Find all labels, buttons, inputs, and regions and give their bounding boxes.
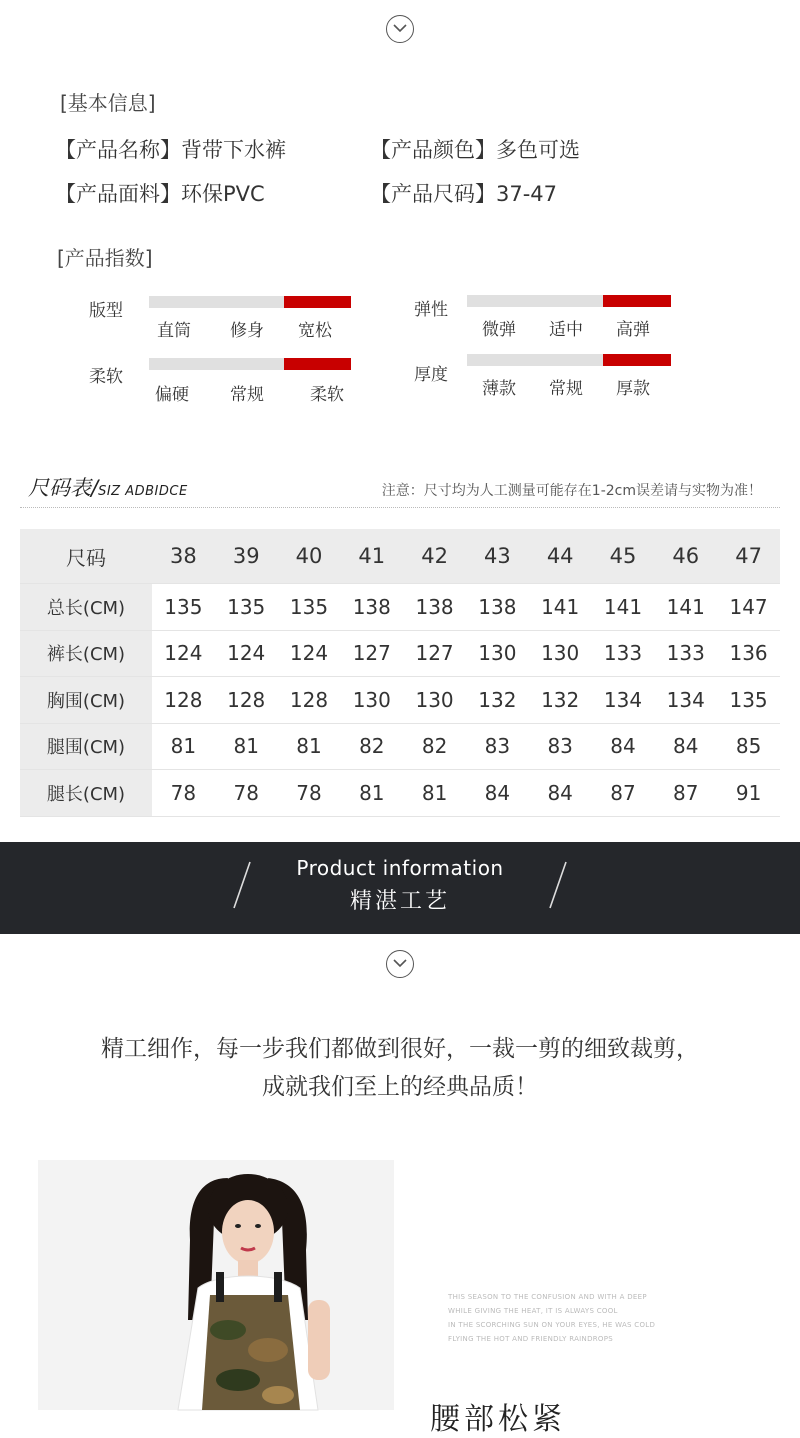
table-cell: 141: [666, 594, 705, 619]
index-bar-fill: [284, 358, 351, 370]
table-cell: 135: [164, 594, 203, 619]
index-bar-fill: [603, 295, 671, 307]
model-illustration: [38, 1160, 394, 1410]
scroll-down-icon: [386, 15, 414, 43]
row-label: 总长(CM): [20, 584, 152, 630]
index-label: 柔软: [89, 367, 123, 387]
index-option: 适中: [549, 320, 583, 340]
divider: [20, 507, 780, 508]
size-chart-title: [28, 472, 188, 502]
table-cell: 130: [352, 687, 391, 712]
index-option: 修身: [230, 321, 264, 341]
table-cell: 83: [547, 734, 573, 759]
index-label: 弹性: [414, 300, 448, 320]
size-chart-title-text: 尺码表/: [28, 476, 99, 500]
table-cell: 138: [415, 594, 454, 619]
table-cell: 84: [673, 734, 699, 759]
row-label: 裤长(CM): [20, 631, 152, 677]
table-header-row: [20, 529, 780, 584]
banner-english-title: Product information: [296, 856, 504, 880]
table-header-cells: [152, 529, 780, 583]
index-option: 柔软: [310, 385, 344, 405]
size-header-cell: 40: [295, 544, 323, 568]
table-cell: 81: [170, 734, 197, 759]
product-name: 【产品名称】背带下水裤: [55, 138, 286, 162]
size-header-cell: 42: [421, 544, 448, 568]
feature-title: 腰部松紧: [430, 1402, 566, 1437]
size-header-cell: 43: [484, 544, 511, 568]
index-bar: [467, 295, 671, 307]
table-row: [20, 677, 780, 724]
table-cell: 82: [359, 734, 385, 759]
feature-english-line: WHILE GIVING THE HEAT, IT IS ALWAYS COOL: [448, 1307, 618, 1315]
basic-info-heading: [基本信息]: [60, 91, 156, 115]
table-cell: 78: [233, 780, 259, 805]
product-size: 【产品尺码】37-47: [370, 182, 558, 206]
row-cells: [152, 724, 780, 770]
feature-english-line: IN THE SCORCHING SUN ON YOUR EYES, HE WAS COLD: [448, 1321, 656, 1329]
index-group-fit: [89, 296, 359, 356]
table-cell: 130: [541, 641, 580, 666]
table-cell: 83: [484, 734, 511, 759]
table-cell: 85: [735, 734, 762, 759]
index-option: 宽松: [298, 321, 332, 341]
table-cell: 134: [603, 687, 643, 712]
table-cell: 135: [289, 594, 329, 619]
table-cell: 133: [603, 641, 643, 666]
table-cell: 135: [729, 687, 768, 712]
table-cell: 136: [729, 641, 768, 666]
table-cell: 124: [227, 641, 266, 666]
table-cell: 138: [352, 594, 391, 619]
table-cell: 133: [666, 641, 705, 666]
size-header-cell: 44: [546, 544, 574, 568]
table-cell: 147: [729, 594, 768, 619]
index-option: 偏硬: [155, 385, 189, 405]
table-cell: 81: [359, 780, 385, 805]
index-label: 厚度: [414, 365, 448, 385]
feature-english-line: FLYING THE HOT AND FRIENDLY RAINDROPS: [448, 1335, 613, 1343]
row-label: 腿围(CM): [20, 724, 152, 770]
table-row: [20, 584, 780, 631]
index-option: 薄款: [482, 379, 516, 399]
size-header-cell: 38: [170, 544, 197, 568]
table-cell: 124: [164, 641, 203, 666]
size-header-cell: 39: [232, 544, 260, 568]
table-body: [20, 584, 780, 817]
table-cell: 141: [541, 594, 580, 619]
index-bar-fill: [603, 354, 671, 366]
size-header-cell: 41: [358, 544, 386, 568]
table-cell: 81: [233, 734, 259, 759]
index-bar: [149, 358, 351, 370]
index-bar: [467, 354, 671, 366]
table-cell: 132: [541, 687, 580, 712]
size-chart-subtitle: SIZ ADBIDCE: [98, 484, 188, 499]
index-option: 微弹: [482, 320, 516, 340]
table-cell: 91: [735, 780, 762, 805]
index-option: 高弹: [616, 320, 650, 340]
feature-english-line: THIS SEASON TO THE CONFUSION AND WITH A DEEP: [448, 1293, 647, 1301]
row-cells: [152, 677, 780, 723]
table-cell: 127: [415, 641, 454, 666]
table-cell: 87: [673, 780, 699, 805]
index-bar: [149, 296, 351, 308]
row-cells: [152, 631, 780, 677]
product-index-heading: [产品指数]: [57, 246, 153, 270]
craft-description-line2: 成就我们至上的经典品质！: [262, 1074, 538, 1100]
row-cells: [152, 770, 780, 816]
size-header-cell: 47: [735, 544, 762, 568]
table-cell: 130: [478, 641, 517, 666]
size-chart-note: 注意：尺寸均为人工测量可能存在1-2cm误差请与实物为准！: [381, 483, 762, 499]
index-option: 常规: [230, 385, 264, 405]
size-header-cell: 46: [672, 544, 700, 568]
slash-decoration: [548, 860, 568, 910]
size-header-cell: 45: [609, 544, 637, 568]
table-cell: 128: [227, 687, 266, 712]
table-cell: 84: [610, 734, 636, 759]
table-cell: 78: [296, 780, 322, 805]
row-label: 胸围(CM): [20, 677, 152, 723]
table-header-label: 尺码: [20, 529, 152, 583]
table-cell: 81: [296, 734, 322, 759]
table-cell: 134: [666, 687, 705, 712]
product-information-banner: [0, 842, 800, 934]
table-row: [20, 724, 780, 771]
table-cell: 141: [603, 594, 643, 619]
size-table: [20, 529, 780, 817]
index-option: 厚款: [616, 379, 650, 399]
table-cell: 128: [289, 687, 329, 712]
table-cell: 78: [170, 780, 197, 805]
product-color: 【产品颜色】多色可选: [370, 138, 580, 162]
table-cell: 84: [484, 780, 511, 805]
table-cell: 124: [289, 641, 329, 666]
model-photo: [38, 1160, 394, 1410]
index-label: 版型: [89, 301, 123, 321]
table-cell: 82: [421, 734, 448, 759]
scroll-down-icon: [386, 950, 414, 978]
index-group-elasticity: [414, 295, 684, 355]
index-group-softness: [89, 358, 359, 418]
index-option: 直筒: [157, 321, 191, 341]
table-cell: 127: [352, 641, 391, 666]
table-cell: 135: [227, 594, 266, 619]
table-cell: 132: [478, 687, 517, 712]
table-cell: 87: [610, 780, 636, 805]
table-cell: 130: [415, 687, 454, 712]
table-cell: 84: [547, 780, 573, 805]
craft-description-line1: 精工细作，每一步我们都做到很好，一裁一剪的细致裁剪，: [101, 1036, 699, 1062]
index-bar-fill: [284, 296, 351, 308]
index-option: 常规: [549, 379, 583, 399]
table-row: [20, 770, 780, 817]
row-label: 腿长(CM): [20, 770, 152, 816]
product-material: 【产品面料】环保PVC: [55, 182, 265, 206]
row-cells: [152, 584, 780, 630]
feature-english-text: [448, 1290, 728, 1346]
table-cell: 128: [164, 687, 203, 712]
banner-chinese-title: 精湛工艺: [349, 889, 450, 914]
table-row: [20, 631, 780, 678]
index-group-thickness: [414, 354, 684, 414]
table-cell: 138: [478, 594, 517, 619]
table-cell: 81: [421, 780, 448, 805]
